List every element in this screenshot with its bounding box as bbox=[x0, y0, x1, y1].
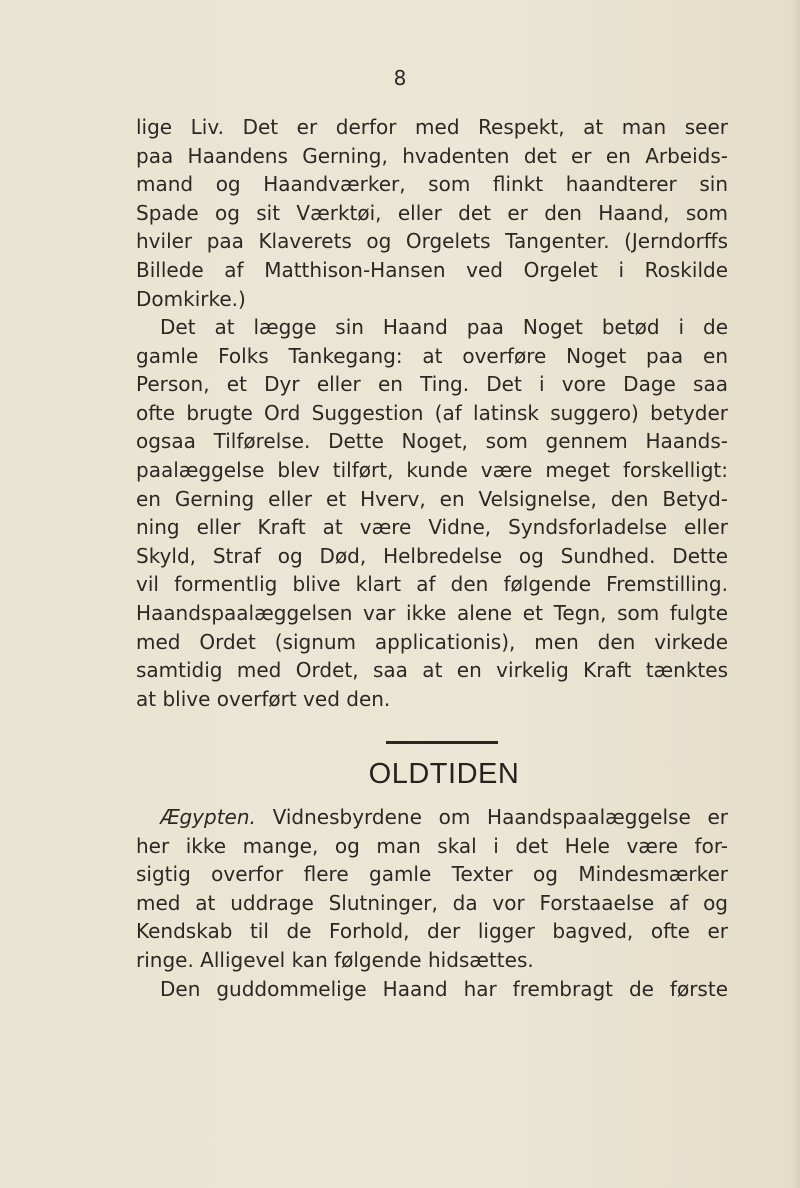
text-line: sigtig overfor flere gamle Texter og Mindesmærker bbox=[136, 862, 728, 887]
text-line: Spade og sit Værktøi, eller det er den Haand, som bbox=[136, 200, 728, 225]
paragraph-1 bbox=[136, 113, 728, 313]
paragraph-3 bbox=[136, 803, 728, 975]
text-line: ogsaa Tilførelse. Dette Noget, som gennem Haands- bbox=[136, 429, 728, 454]
text-line: med at uddrage Slutninger, da vor Forstaaelse af og bbox=[136, 890, 728, 915]
text-line: hviler paa Klaverets og Orgelets Tangenter. (Jerndorffs bbox=[136, 229, 728, 254]
text-line: samtidig med Ordet, saa at en virkelig Kraft tænktes bbox=[136, 658, 728, 683]
text-line: Person, et Dyr eller en Ting. Det i vore Dage saa bbox=[136, 372, 728, 397]
text-line: en Gerning eller et Hverv, en Velsignelse, den Betyd- bbox=[136, 486, 728, 511]
text-line: Kendskab til de Forhold, der ligger bagved, ofte er bbox=[136, 919, 728, 944]
text-line: Skyld, Straf og Død, Helbredelse og Sundhed. Dette bbox=[136, 543, 728, 568]
section-heading: OLDTIDEN bbox=[368, 758, 520, 790]
paragraph-4 bbox=[136, 975, 728, 1004]
text-line: ning eller Kraft at være Vidne, Syndsforladelse eller bbox=[136, 515, 728, 540]
page-edge bbox=[790, 0, 800, 1188]
text-line: paalæggelse blev tilført, kunde være meget forskelligt: bbox=[136, 457, 728, 482]
text-line: at blive overført ved den. bbox=[136, 686, 391, 711]
text-line: paa Haandens Gerning, hvadenten det er en Arbeids- bbox=[136, 143, 728, 168]
text-line: med Ordet (signum applicationis), men den virkede bbox=[136, 629, 728, 654]
text-line: her ikke mange, og man skal i det Hele være for- bbox=[136, 833, 728, 858]
text-line: mand og Haandværker, som flinkt haandterer sin bbox=[136, 172, 728, 197]
text-segment: Vidnesbyrdene om Haandspaalæggelse er bbox=[255, 805, 728, 829]
text-line: Den guddommelige Haand har frembragt de første bbox=[160, 977, 728, 1001]
text-line: vil formentlig blive klart af den følgende Fremstilling. bbox=[136, 572, 728, 597]
paragraph-2 bbox=[136, 313, 728, 713]
text-line: Domkirke.) bbox=[136, 286, 246, 311]
text-line bbox=[136, 803, 728, 832]
text-line: ringe. Alligevel kan følgende hidsættes. bbox=[136, 947, 534, 972]
text-line: Det at lægge sin Haand paa Noget betød i de bbox=[160, 315, 728, 339]
section-divider bbox=[386, 741, 498, 744]
text-line: lige Liv. Det er derfor med Respekt, at man seer bbox=[136, 115, 728, 139]
text-line: Haandspaalæggelsen var ikke alene et Tegn, som fulgte bbox=[136, 600, 728, 625]
page-number: 8 bbox=[393, 66, 407, 90]
text-line: ofte brugte Ord Suggestion (af latinsk suggero) betyder bbox=[136, 400, 728, 425]
text-line: gamle Folks Tankegang: at overføre Noget paa en bbox=[136, 343, 728, 368]
text-line: Billede af Matthison-Hansen ved Orgelet i Roskilde bbox=[136, 257, 728, 282]
italic-lead: Ægypten. bbox=[160, 805, 256, 829]
